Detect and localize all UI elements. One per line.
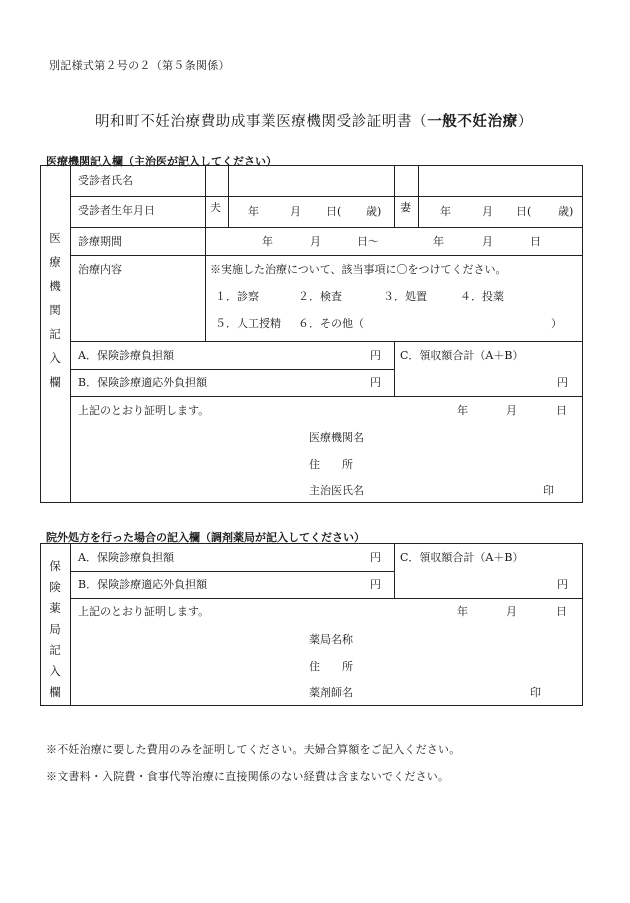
section2-label-divider <box>70 543 71 706</box>
divider <box>70 396 583 397</box>
institution-name-label: 医療機関名 <box>309 431 364 444</box>
pharmacy-total-label: C．領収額合計（A＋B） <box>400 551 524 564</box>
divider <box>205 255 206 341</box>
divider <box>70 571 394 572</box>
divider <box>70 369 394 370</box>
insurance-a-yen: 円 <box>370 349 381 362</box>
pharmacy-name-label: 薬局名称 <box>309 633 353 646</box>
wife-age: 歳) <box>558 205 574 218</box>
cert-year: 年 <box>457 404 468 417</box>
divider <box>394 543 395 598</box>
wife-birth-day: 日( <box>516 205 532 218</box>
seal-mark: 印 <box>543 484 554 497</box>
wife-label: 妻 <box>400 201 411 214</box>
option-other[interactable]: ６．その他（ <box>298 317 364 330</box>
treatment-label: 治療内容 <box>78 263 122 276</box>
pharmacy-cert-day: 日 <box>556 605 567 618</box>
divider <box>70 227 583 228</box>
cert-month: 月 <box>506 404 517 417</box>
divider <box>205 165 206 255</box>
wife-birth-year: 年 <box>440 205 451 218</box>
option-treatment[interactable]: ３．処置 <box>383 290 427 303</box>
section1-label-divider <box>70 165 71 503</box>
divider <box>228 165 229 227</box>
document-title: 明和町不妊治療費助成事業医療機関受診証明書（一般不妊治療） <box>95 114 533 130</box>
wife-birth-month: 月 <box>482 205 493 218</box>
divider <box>394 165 395 227</box>
section1-title: 医療機関記入欄（主治医が記入してください） <box>46 155 277 168</box>
option-other-close: ） <box>551 317 562 330</box>
option-medication[interactable]: ４．投薬 <box>460 290 504 303</box>
section2-frame <box>40 543 583 706</box>
divider <box>70 598 583 599</box>
period-from-month: 月 <box>310 235 321 248</box>
period-to-year: 年 <box>433 235 444 248</box>
option-examination[interactable]: ２．検査 <box>298 290 342 303</box>
pharmacy-cert-month: 月 <box>506 605 517 618</box>
certify-text: 上記のとおり証明します。 <box>78 404 210 417</box>
patient-name-label: 受診者氏名 <box>78 174 133 187</box>
section2-title: 院外処方を行った場合の記入欄（調剤薬局が記入してください） <box>46 531 365 544</box>
husband-birth-month: 月 <box>290 205 301 218</box>
option-consultation[interactable]: １．診察 <box>215 290 259 303</box>
period-from-year: 年 <box>262 235 273 248</box>
period-to-month: 月 <box>482 235 493 248</box>
section2-side-label: 保険薬局記入欄 <box>49 559 61 699</box>
divider <box>70 341 583 342</box>
insurance-b-yen: 円 <box>370 376 381 389</box>
pharmacy-insurance-b-yen: 円 <box>370 578 381 591</box>
pharmacy-certify-text: 上記のとおり証明します。 <box>78 605 210 618</box>
divider <box>70 255 583 256</box>
pharmacy-cert-year: 年 <box>457 605 468 618</box>
husband-birth-day: 日( <box>326 205 342 218</box>
treatment-instruction: ※実施した治療について、該当事項に〇をつけてください。 <box>210 263 507 276</box>
pharmacy-address-label: 住 所 <box>309 660 353 673</box>
birthdate-label: 受診者生年月日 <box>78 204 155 217</box>
note-1: ※不妊治療に要した費用のみを証明してください。夫婦合算額をご記入ください。 <box>46 743 461 756</box>
pharmacy-insurance-b-label: B．保険診療適応外負担額 <box>78 578 208 591</box>
insurance-b-label: B．保険診療適応外負担額 <box>78 376 208 389</box>
divider <box>70 196 583 197</box>
cert-day: 日 <box>556 404 567 417</box>
period-to-day: 日 <box>530 235 541 248</box>
form-number: 別記様式第２号の２（第５条関係） <box>49 59 230 72</box>
insurance-a-label: A．保険診療負担額 <box>78 349 174 362</box>
period-label: 診療期間 <box>78 235 122 248</box>
period-from-day: 日～ <box>357 235 379 248</box>
divider <box>418 165 419 227</box>
husband-birth-year: 年 <box>248 205 259 218</box>
divider <box>394 341 395 396</box>
note-2: ※文書料・入院費・食事代等治療に直接関係のない経費は含まないでください。 <box>46 770 450 783</box>
pharmacy-total-yen: 円 <box>557 578 568 591</box>
option-artificial-insemination[interactable]: ５．人工授精 <box>215 317 281 330</box>
pharmacy-insurance-a-yen: 円 <box>370 551 381 564</box>
total-label: C．領収額合計（A＋B） <box>400 349 524 362</box>
section1-side-label: 医療機関記入欄 <box>49 231 61 389</box>
total-yen: 円 <box>557 376 568 389</box>
address-label: 住 所 <box>309 458 353 471</box>
husband-age: 歳) <box>366 205 382 218</box>
doctor-name-label: 主治医氏名 <box>309 484 364 497</box>
pharmacist-name-label: 薬剤師名 <box>309 686 353 699</box>
pharmacy-insurance-a-label: A．保険診療負担額 <box>78 551 174 564</box>
pharmacy-seal-mark: 印 <box>530 686 541 699</box>
husband-label: 夫 <box>210 201 221 214</box>
